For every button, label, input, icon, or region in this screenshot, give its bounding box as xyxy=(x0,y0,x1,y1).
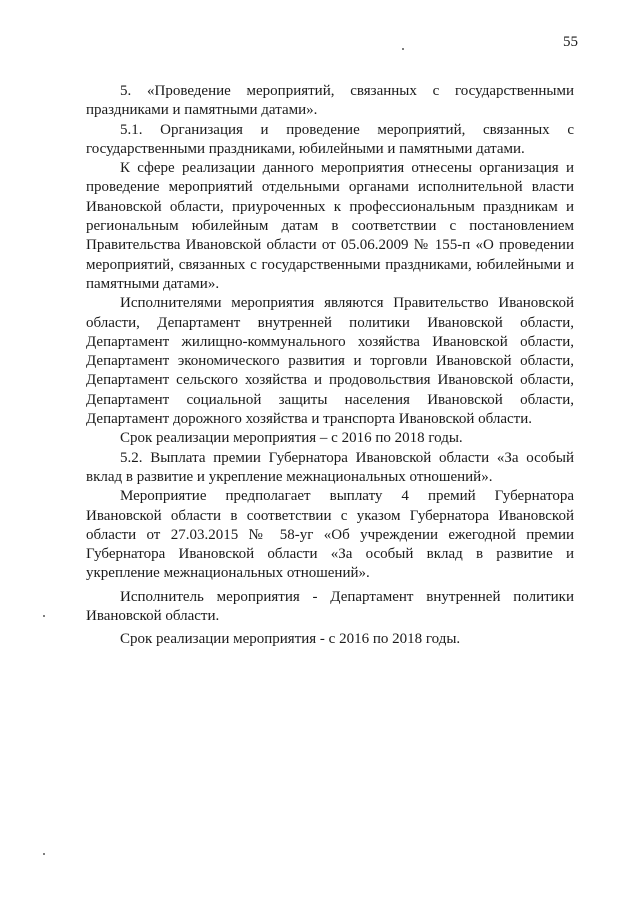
paragraph-term-5-1: Срок реализации мероприятия – с 2016 по 2018 годы. xyxy=(120,430,463,447)
paragraph-award: Мероприятие предполагает выплату 4 премий Губернатора Ивановской области в соответствии с указом Губернатора Ивановской области от 27.03.2015 № 58-уг «Об учреждении ежегодной премии Губернатора Ивановской области «За особый вклад в развитие и укрепление межнациональных отношений». xyxy=(86,488,574,582)
scan-speck xyxy=(43,853,45,855)
paragraph-executors: Исполнителями мероприятия являются Правительство Ивановской области, Департамент внутренней политики Ивановской области, Департамент жилищно-коммунального хозяйства Ивановской области, Департамент экономического развития и торговли Ивановской области, Департамент сельского хозяйства и продовольствия Ивановской области, Департамент социальной защиты населения Ивановской области, Департамент дорожного хозяйства и транспорта Ивановской области. xyxy=(86,295,574,428)
page-number: 55 xyxy=(563,34,578,50)
paragraph-scope: К сфере реализации данного мероприятия отнесены организация и проведение мероприятий отдельными органами исполнительной власти Ивановской области, приуроченных к профессиональным праздникам и региональным юбилейным датам в соответствии с постановлением Правительства Ивановской области от 05.06.2009 № 155-п «О проведении мероприятий, связанных с государственными праздниками, юбилейными и памятными датами». xyxy=(86,160,574,292)
section-heading-5: 5. «Проведение мероприятий, связанных с государственными праздниками и памятными датами». xyxy=(86,83,574,119)
subsection-heading-5-1: 5.1. Организация и проведение мероприятий, связанных с государственными праздниками, юбилейными и памятными датами. xyxy=(86,121,574,157)
scan-speck xyxy=(43,615,45,617)
document-body xyxy=(86,82,574,650)
scan-speck xyxy=(402,48,404,50)
paragraph-term-5-2: Срок реализации мероприятия - с 2016 по 2018 годы. xyxy=(120,631,461,648)
subsection-heading-5-2: 5.2. Выплата премии Губернатора Ивановской области «За особый вклад в развитие и укрепление межнациональных отношений». xyxy=(86,449,574,485)
paragraph-executor-5-2: Исполнитель мероприятия - Департамент внутренней политики Ивановской области. xyxy=(86,588,574,625)
